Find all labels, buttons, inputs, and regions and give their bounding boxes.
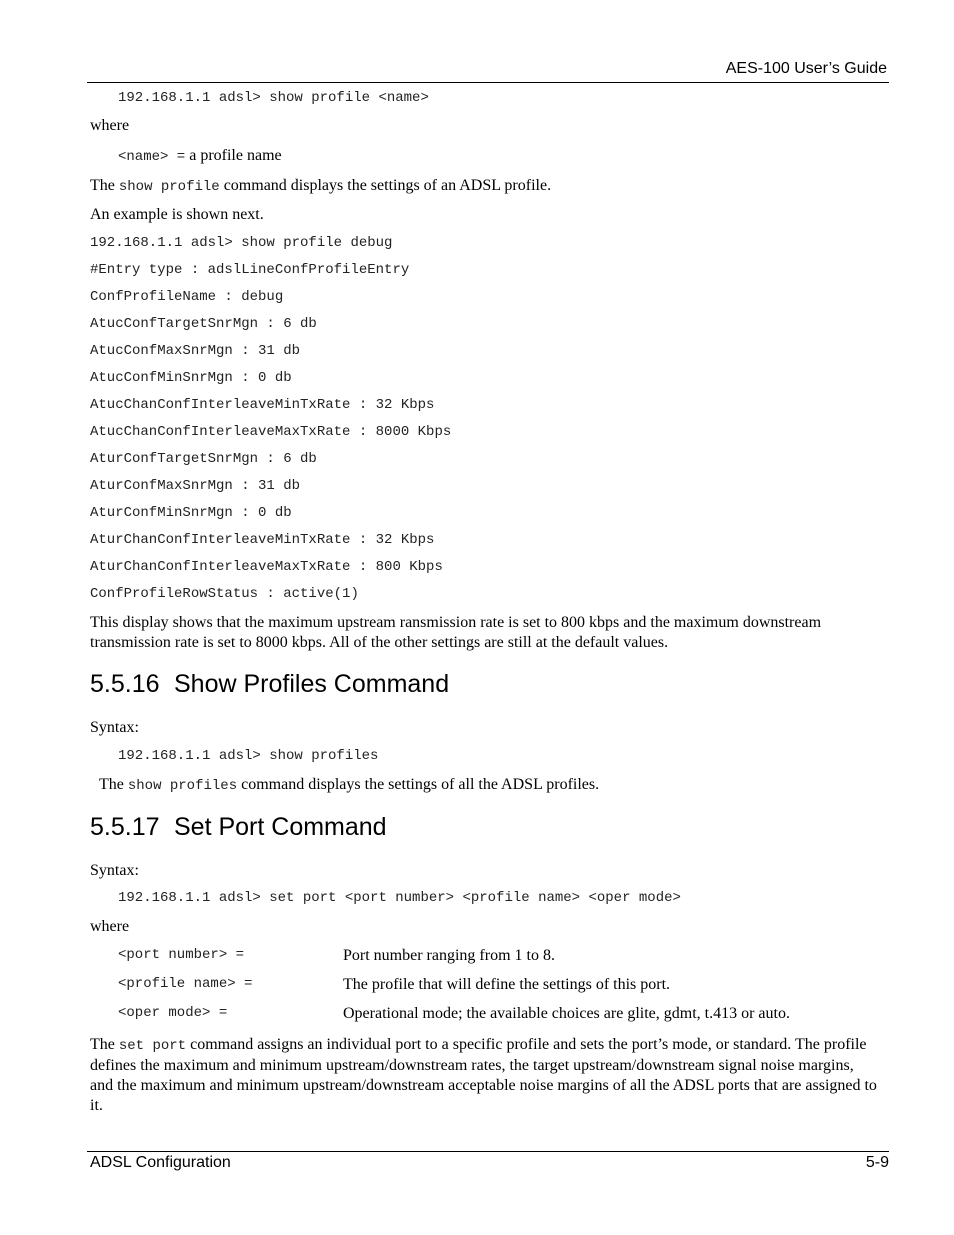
- example-line: AtucConfMaxSnrMgn : 31 db: [90, 343, 301, 359]
- example-line: AtucConfMinSnrMgn : 0 db: [90, 370, 292, 386]
- example-line: AtucChanConfInterleaveMinTxRate : 32 Kbps: [90, 397, 435, 413]
- show-profile-description: [90, 177, 551, 195]
- section-number: 5.5.17: [90, 813, 160, 841]
- param-desc-port-number: Port number ranging from 1 to 8.: [343, 947, 555, 964]
- desc-text-pre: The: [99, 776, 124, 793]
- param-code-oper-mode: <oper mode> =: [118, 1005, 228, 1021]
- inline-code-show-profile: show profile: [118, 179, 220, 195]
- inline-code-set-port: set port: [118, 1038, 187, 1054]
- section-heading-set-port: [90, 813, 387, 842]
- example-summary: This display shows that the maximum upstream ransmission rate is set to 800 kbps and the maximum downstream transmission rate is set to 8000 kbps. All of the other settings are still at the default values.: [90, 614, 822, 651]
- desc-text-pre: The: [90, 1036, 115, 1053]
- param-desc-oper-mode: Operational mode; the available choices are glite, gdmt, t.413 or auto.: [343, 1005, 790, 1022]
- show-profile-syntax: 192.168.1.1 adsl> show profile <name>: [118, 90, 429, 106]
- param-desc-profile-name: The profile that will define the settings of this port.: [343, 976, 671, 993]
- example-line: 192.168.1.1 adsl> show profile debug: [90, 235, 393, 251]
- footer-page-number: 5-9: [865, 1154, 889, 1171]
- name-param-row: [118, 147, 282, 165]
- desc-text-pre: The: [90, 177, 115, 194]
- example-line: AturConfMinSnrMgn : 0 db: [90, 505, 292, 521]
- page-header-title: AES-100 User’s Guide: [725, 60, 887, 77]
- section-heading-show-profiles: [90, 670, 449, 699]
- example-line: AtucConfTargetSnrMgn : 6 db: [90, 316, 317, 332]
- example-line: AturChanConfInterleaveMaxTxRate : 800 Kbps: [90, 559, 443, 575]
- footer-rule: [87, 1151, 889, 1152]
- example-line: AturConfTargetSnrMgn : 6 db: [90, 451, 317, 467]
- example-line: ConfProfileRowStatus : active(1): [90, 586, 359, 602]
- param-code-port-number: <port number> =: [118, 947, 245, 963]
- set-port-description: [90, 1035, 880, 1116]
- set-port-syntax: 192.168.1.1 adsl> set port <port number> <profile name> <oper mode>: [118, 890, 681, 906]
- show-profiles-description: [99, 776, 599, 794]
- name-param-code: <name> =: [118, 149, 186, 165]
- show-profiles-syntax: 192.168.1.1 adsl> show profiles: [118, 748, 379, 764]
- syntax-label: Syntax:: [90, 862, 139, 879]
- footer-section-title: ADSL Configuration: [90, 1154, 231, 1171]
- desc-text-post: command displays the settings of an ADSL profile.: [223, 177, 552, 194]
- where-label: where: [90, 117, 130, 134]
- example-line: ConfProfileName : debug: [90, 289, 284, 305]
- name-param-desc: a profile name: [189, 147, 282, 164]
- inline-code-show-profiles: show profiles: [127, 778, 238, 794]
- example-line: AturConfMaxSnrMgn : 31 db: [90, 478, 301, 494]
- example-intro: An example is shown next.: [90, 206, 264, 223]
- desc-text-post: command displays the settings of all the ADSL profiles.: [241, 776, 600, 793]
- section-title: Show Profiles Command: [174, 670, 450, 698]
- desc-text-post: command assigns an individual port to a specific profile and sets the port’s mode, or standard. The profile defines the maximum and minimum upstream/downstream rates, the target upstream/downstream signal noise margins, and the maximum and minimum upstream/downstream acceptable noise margins of all the ADSL ports that are assigned to it.: [90, 1036, 877, 1114]
- section-title: Set Port Command: [174, 813, 387, 841]
- syntax-label: Syntax:: [90, 719, 139, 736]
- example-line: AturChanConfInterleaveMinTxRate : 32 Kbps: [90, 532, 435, 548]
- example-line: #Entry type : adslLineConfProfileEntry: [90, 262, 410, 278]
- header-rule: [87, 82, 889, 83]
- where-label: where: [90, 918, 130, 935]
- param-code-profile-name: <profile name> =: [118, 976, 253, 992]
- example-line: AtucChanConfInterleaveMaxTxRate : 8000 Kbps: [90, 424, 452, 440]
- section-number: 5.5.16: [90, 670, 160, 698]
